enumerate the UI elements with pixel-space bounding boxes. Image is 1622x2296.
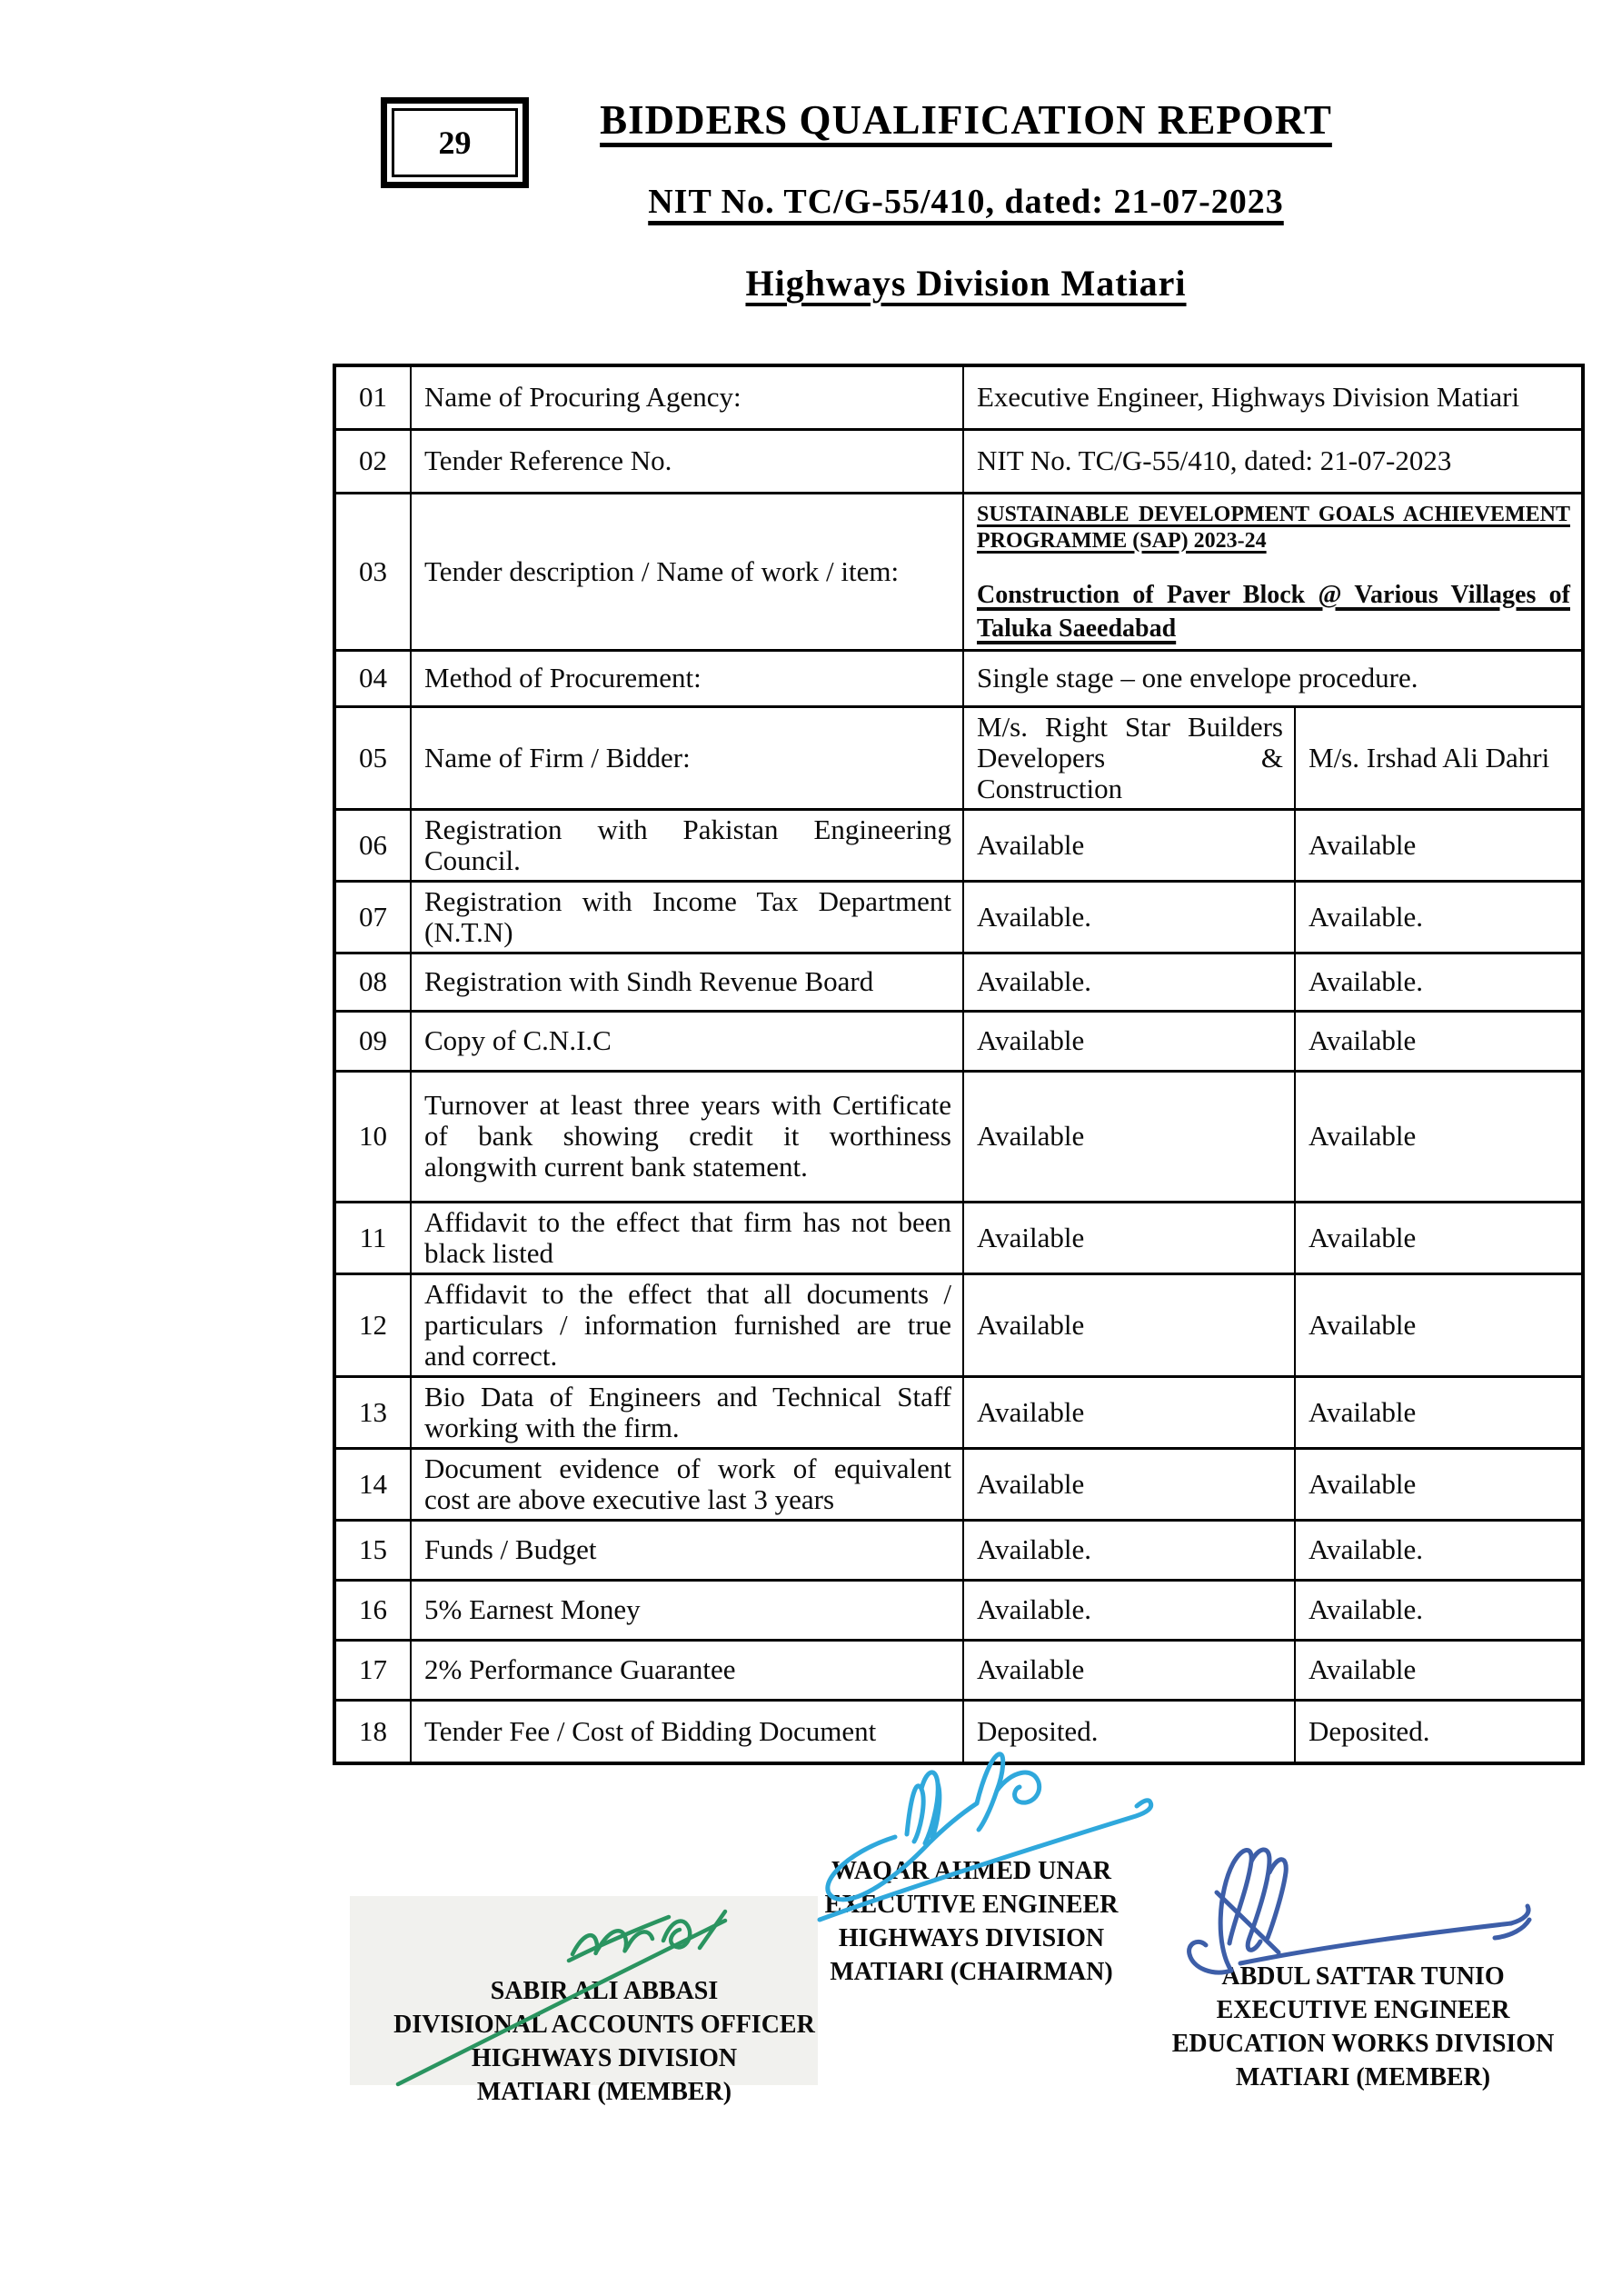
- table-row: [334, 706, 1583, 809]
- value-cell: NIT No. TC/G-55/410, dated: 21-07-2023: [963, 429, 1583, 493]
- bidder2-value-cell: Available.: [1295, 1580, 1583, 1640]
- bidder2-value-cell: Available.: [1295, 881, 1583, 953]
- serial-cell: 17: [334, 1640, 411, 1700]
- table-row: [334, 1071, 1583, 1202]
- bidder1-value-cell: Available: [963, 1071, 1295, 1202]
- bidder1-value-cell: Available: [963, 1273, 1295, 1376]
- table-row: [334, 429, 1583, 493]
- document-subtitle: NIT No. TC/G-55/410, dated: 21-07-2023: [648, 183, 1284, 221]
- signatory-title: EXECUTIVE ENGINEER: [1216, 1996, 1510, 2024]
- table-row: [334, 1376, 1583, 1448]
- bidder1-value-cell: Available: [963, 1011, 1295, 1071]
- signatory-name: ABDUL SATTAR TUNIO: [1221, 1962, 1505, 1991]
- description-cell: Tender description / Name of work / item:: [411, 493, 963, 650]
- serial-cell: 03: [334, 493, 411, 650]
- serial-cell: 05: [334, 706, 411, 809]
- description-cell: Turnover at least three years with Certificate of bank showing credit it worthiness alongwith current bank statement.: [411, 1071, 963, 1202]
- programme-text: SUSTAINABLE DEVELOPMENT GOALS ACHIEVEMENT PROGRAMME (SAP) 2023-24: [977, 502, 1570, 553]
- table-row: [334, 365, 1583, 429]
- bidder2-name-cell: M/s. Irshad Ali Dahri: [1295, 706, 1583, 809]
- table-row: [334, 1520, 1583, 1580]
- bidder2-value-cell: Available: [1295, 1448, 1583, 1520]
- signatory-role: MATIARI (CHAIRMAN): [830, 1958, 1113, 1986]
- table-row: [334, 1640, 1583, 1700]
- page-number: 29: [392, 108, 518, 177]
- serial-cell: 08: [334, 953, 411, 1011]
- bidder2-value-cell: Deposited.: [1295, 1700, 1583, 1763]
- value-cell: Executive Engineer, Highways Division Matiari: [963, 365, 1583, 429]
- serial-cell: 18: [334, 1700, 411, 1763]
- serial-cell: 02: [334, 429, 411, 493]
- bidder1-value-cell: Available: [963, 1376, 1295, 1448]
- table-row: [334, 953, 1583, 1011]
- signatory-title: EXECUTIVE ENGINEER: [824, 1891, 1119, 1919]
- serial-cell: 16: [334, 1580, 411, 1640]
- bidder1-value-cell: Available.: [963, 881, 1295, 953]
- description-cell: Copy of C.N.I.C: [411, 1011, 963, 1071]
- table-row: [334, 1700, 1583, 1763]
- bidder2-value-cell: Available: [1295, 1011, 1583, 1071]
- bidder1-name-cell: M/s. Right Star Builders Developers & Construction: [963, 706, 1295, 809]
- table-row: [334, 493, 1583, 650]
- bidder2-value-cell: Available: [1295, 1376, 1583, 1448]
- qualification-table: [333, 364, 1585, 1765]
- bidder2-value-cell: Available: [1295, 1640, 1583, 1700]
- serial-cell: 13: [334, 1376, 411, 1448]
- description-cell: Tender Reference No.: [411, 429, 963, 493]
- signatory-name: SABIR ALI ABBASI: [490, 1977, 719, 2005]
- serial-cell: 07: [334, 881, 411, 953]
- description-cell: Affidavit to the effect that all documents / particulars / information furnished are true and correct.: [411, 1273, 963, 1376]
- table-row: [334, 881, 1583, 953]
- bidder2-value-cell: Available: [1295, 1273, 1583, 1376]
- bidder2-value-cell: Available: [1295, 1202, 1583, 1273]
- bidder2-value-cell: Available: [1295, 809, 1583, 881]
- description-cell: Tender Fee / Cost of Bidding Document: [411, 1700, 963, 1763]
- signatory-org: HIGHWAYS DIVISION: [838, 1924, 1105, 1952]
- signatory-role: MATIARI (MEMBER): [476, 2078, 732, 2106]
- table-row: [334, 1202, 1583, 1273]
- serial-cell: 15: [334, 1520, 411, 1580]
- table-row: [334, 1273, 1583, 1376]
- signatory-title: DIVISIONAL ACCOUNTS OFFICER: [393, 2011, 815, 2039]
- description-cell: Registration with Income Tax Department (N.T.N): [411, 881, 963, 953]
- description-cell: Method of Procurement:: [411, 650, 963, 706]
- chairman-signature-block: [781, 1854, 1162, 1989]
- document-title: BIDDERS QUALIFICATION REPORT: [600, 97, 1332, 143]
- bidder1-value-cell: Available.: [963, 953, 1295, 1011]
- work-name-text: Construction of Paver Block @ Various Villages of Taluka Saeedabad: [977, 580, 1570, 643]
- bidder1-value-cell: Available: [963, 809, 1295, 881]
- tender-description-value-cell: [963, 493, 1583, 650]
- serial-cell: 04: [334, 650, 411, 706]
- table-row: [334, 809, 1583, 881]
- description-cell: 5% Earnest Money: [411, 1580, 963, 1640]
- bidder1-value-cell: Available: [963, 1202, 1295, 1273]
- signatory-org: EDUCATION WORKS DIVISION: [1171, 2030, 1555, 2058]
- bidder1-value-cell: Available: [963, 1640, 1295, 1700]
- table-row: [334, 1580, 1583, 1640]
- signatory-org: HIGHWAYS DIVISION: [471, 2044, 738, 2072]
- description-cell: Name of Firm / Bidder:: [411, 706, 963, 809]
- bidder1-value-cell: Available.: [963, 1520, 1295, 1580]
- description-cell: Name of Procuring Agency:: [411, 365, 963, 429]
- description-cell: Funds / Budget: [411, 1520, 963, 1580]
- bidder1-value-cell: Deposited.: [963, 1700, 1295, 1763]
- description-cell: Registration with Sindh Revenue Board: [411, 953, 963, 1011]
- table-row: [334, 650, 1583, 706]
- serial-cell: 01: [334, 365, 411, 429]
- signatory-name: WAQAR AHMED UNAR: [831, 1857, 1111, 1885]
- serial-cell: 12: [334, 1273, 411, 1376]
- value-cell: Single stage – one envelope procedure.: [963, 650, 1583, 706]
- bidder1-value-cell: Available.: [963, 1580, 1295, 1640]
- serial-cell: 14: [334, 1448, 411, 1520]
- bidder1-value-cell: Available: [963, 1448, 1295, 1520]
- signatory-role: MATIARI (MEMBER): [1235, 2063, 1491, 2091]
- member-right-signature-block: [1145, 1960, 1581, 2094]
- description-cell: Bio Data of Engineers and Technical Staff working with the firm.: [411, 1376, 963, 1448]
- member-left-signature-block: [386, 1974, 822, 2109]
- table-row: [334, 1448, 1583, 1520]
- description-cell: Document evidence of work of equivalent cost are above executive last 3 years: [411, 1448, 963, 1520]
- description-cell: Affidavit to the effect that firm has not been black listed: [411, 1202, 963, 1273]
- serial-cell: 10: [334, 1071, 411, 1202]
- bidder2-value-cell: Available: [1295, 1071, 1583, 1202]
- serial-cell: 09: [334, 1011, 411, 1071]
- serial-cell: 06: [334, 809, 411, 881]
- description-cell: 2% Performance Guarantee: [411, 1640, 963, 1700]
- serial-cell: 11: [334, 1202, 411, 1273]
- bidder2-value-cell: Available.: [1295, 953, 1583, 1011]
- bidder2-value-cell: Available.: [1295, 1520, 1583, 1580]
- table-row: [334, 1011, 1583, 1071]
- description-cell: Registration with Pakistan Engineering Council.: [411, 809, 963, 881]
- division-heading: Highways Division Matiari: [745, 263, 1187, 304]
